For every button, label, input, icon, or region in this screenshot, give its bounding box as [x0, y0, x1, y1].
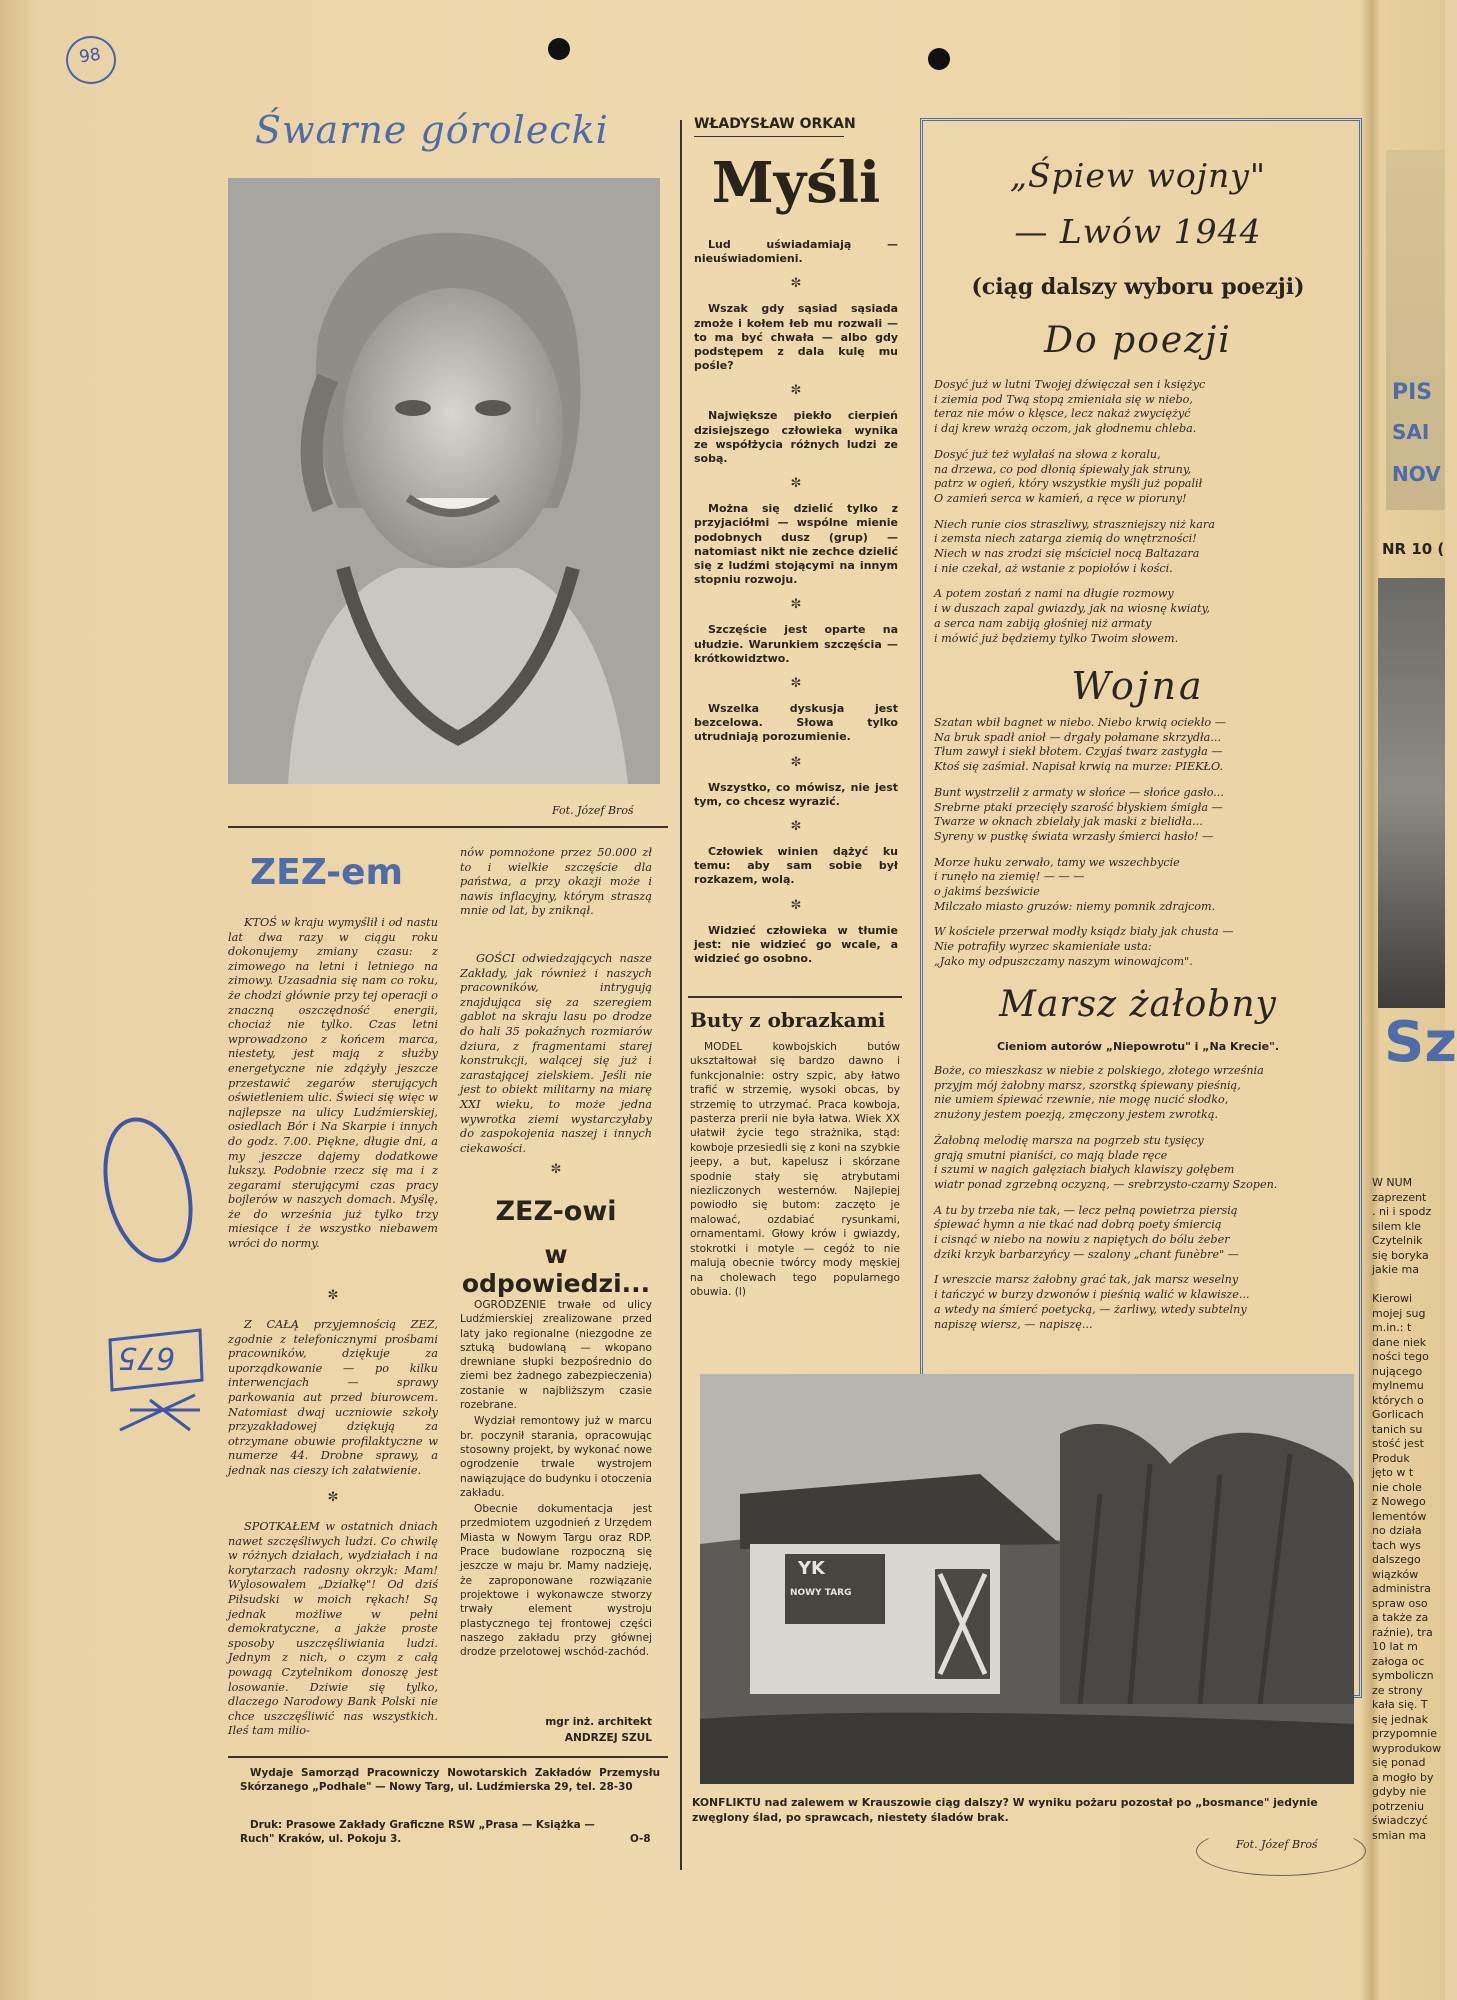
zez-reply-title-2: w odpowiedzi...	[461, 1240, 651, 1298]
marsz-title: Marsz żałobny	[999, 984, 1277, 1025]
mysli-item: Widzieć człowieka w tłumie jest: nie widzieć go wcale, a widzieć go osobno.	[694, 923, 898, 966]
marsz-dedication: Cieniom autorów „Niepowrotu" i „Na Krecie".	[996, 1040, 1280, 1053]
star-separator: ✼	[790, 597, 802, 613]
mysli-list	[694, 238, 898, 966]
poem-stanza: I wreszcie marsz żałobny grać tak, jak marsz weselny i tańczyć w burzy dzwonów i pieśnią walić w klawisze... a wtedy na śmierć poetycką, — żarliwy, wtedy subtelny napiszę wiersz, — napiszę...	[934, 1273, 1250, 1331]
next-page-big-letters: Sz	[1384, 1010, 1457, 1075]
star-separator: ✼	[790, 276, 802, 292]
zez-reply-text	[460, 1298, 652, 1659]
pencil-arc-mark	[1196, 1826, 1366, 1876]
next-page-word: NOV	[1392, 462, 1441, 486]
zez-title: ZEZ-em	[250, 852, 404, 893]
buty-text: MODEL kowbojskich butów ukształtował się bardzo dawno i funkcjonalnie: ostry szpic, aby łatwo trafić w strzemię, wysoki obcas, by strzemię to utrzymać. Praca kowboja, pasterza prerii nie była łatwa. Wiek XX ułatwił życie tego strażnika, stąd: kowboje przesiedli się z koni na szybkie jeepy, a but, kapelusz i skórzane spodnie stały się atrybutami niezliczonych westernów. Najlepiej powiodło się butom: zaczęto je malować, ozdabiać rysunkami, ornamentami. Głowy krów i gwiazdy, stokrotki i motyle — cegóż to nie malują obecnie twórcy mody męskiej na cholewach tego popularnego obuwia. (l)	[690, 1041, 900, 1298]
portrait-illustration	[228, 178, 660, 784]
pen-scribble-mark	[90, 1110, 210, 1440]
poem-stanza: A tu by trzeba nie tak, — lecz pełną powietrza piersią śpiewać hymn a nie tkać nad dobrą poety śmiercią i cisnąć w niebo na nowiu z napiętych do bólu żeber dziki krzyk barbarzyńcy — szalony „chant funèbre" —	[934, 1203, 1239, 1261]
do-poezji-title: Do poezji	[1044, 320, 1232, 361]
star-separator: ✼	[790, 754, 802, 770]
next-page-text: W NUM zaprezent . ni i spodz silem kle Czytelnik się boryka jakie ma Kierowi mojej sug m.in.: t dane niek ności tego nującego mylnemu których o Gorlicach tanich su stość jest Produk jęto w t nie chole z Nowego lementów no działa tach wys dalszego wiązków administra spraw oso a także za raźnie), tra 10 lat m załoga oc symboliczn ze strony kała się. T się jednak przypomnie wyprodukow się ponad a mogło by gdyby nie potrzeniu świadczyć smian ma	[1372, 1176, 1442, 1842]
zez-reply-p2: Wydział remontowy już w marcu br. poczynił starania, opracowując stosowny projekt, by wykonać nowe ogrodzenie trwale wystrojem nawiązujące do budynku i otoczenia zakładu.	[460, 1415, 652, 1499]
next-page-masthead-art	[1386, 150, 1445, 510]
zez-reply-title-1: ZEZ-owi	[495, 1196, 617, 1227]
imprint-code: O-8	[630, 1833, 651, 1845]
poem-stanza: W kościele przerwał modły ksiądz biały jak chusta — Nie potrafiły wyrzec skamieniałe usta: „Jako my odpuszczamy naszym winowajcom".	[934, 925, 1234, 968]
mysli-item: Szczęście jest oparte na ułudzie. Warunkiem szczęścia — krótkowidztwo.	[694, 623, 898, 665]
inventory-mark: 675	[118, 1340, 176, 1375]
do-poezji-poem	[934, 378, 1352, 657]
marsz-poem	[934, 1064, 1352, 1343]
zez-reply-p3: Obecnie dokumentacja jest przedmiotem uzgodnień z Urzędem Miasta w Nowym Targu oraz RDP. Prace budowlane rozpoczną się jeszcze w maju br. Mamy nadzieję, że zaproponowane rozwiązanie projektowe i wykonawcze stworzy trwały element wystroju plastycznego tej frontowej części naszego zakładu przy głównej drodze przelotowej wschód-zachód.	[460, 1503, 652, 1659]
divider	[688, 996, 902, 998]
zez-reply-signature-role: mgr inż. architekt	[545, 1716, 652, 1728]
star-separator: ✼	[550, 1162, 562, 1177]
star-separator: ✼	[790, 897, 802, 913]
page-number: 98	[77, 44, 103, 68]
mysli-item: Wszak gdy sąsiad sąsiada zmoże i kołem łeb mu rozwali — to ma być chwała — albo gdy podstępem z dala kulę mu pośle?	[694, 302, 898, 373]
next-page-word: SAI	[1392, 420, 1430, 444]
divider	[228, 826, 668, 828]
star-separator: ✼	[790, 819, 802, 835]
star-separator: ✼	[327, 1288, 339, 1303]
divider	[694, 136, 844, 137]
star-separator: ✼	[790, 476, 802, 492]
next-page-word: PIS	[1392, 380, 1433, 405]
burned-hut-photo	[700, 1374, 1354, 1784]
portrait-photo	[228, 178, 660, 784]
poem-stanza: Żałobną melodię marsza na pogrzeb stu tysięcy grają smutni pianiści, co mają blade ręce i szumi w nagich gałęziach białych klawiszy gołębem wiatr ponad zgrzebną oczyzną, — srebrzysto-czarny Szopen.	[934, 1133, 1278, 1191]
zez-col2-p1: nów pomnożone przez 50.000 zł to i wielkie szczęście dla państwa, a przy okazji może i nawis inflacyjny, którym straszą mnie od lat, by zniknął.	[460, 846, 652, 918]
poetry-title-1: „Śpiew wojny"	[1009, 156, 1267, 195]
buty-title: Buty z obrazkami	[690, 1008, 886, 1032]
binding-hole	[548, 38, 570, 60]
hut-sign-text: YK	[798, 1558, 825, 1579]
zez-col1-p1: KTOŚ w kraju wymyślił i od nastu lat dwa razy w ciągu roku dokonujemy zmiany czasu: z zimowego na letni i letniego na zimowy. Uzasadnia się nam co roku, że chodzi głównie przy tej operacji o znaczną oszczędność energii, chociaż nie tylko. Czas letni wprowadzono z końcem marca, niestety, jest mają z służby energetyczne nie zdążyły jeszcze przestawić zegarów sterujących oświetleniem ulic. Świeci się więc w najlepsze na ulicy Ludźmierskiej, osiedlach Bór i Na Skarpie i innych do godz. 7.00. Piękne, długie dni, a my jeszcze dajemy dodatkowe lukszy. Podobnie rzecz się ma i z zegarami sterującymi czas pracy bojlerów w naszych domach. Myślę, że do września już tylko trzy miesiące i że wszystko niebawem wróci do normy.	[228, 916, 438, 1251]
next-page-photo	[1378, 578, 1445, 1008]
zez-col1-p3: SPOTKAŁEM w ostatnich dniach nawet szczęśliwych ludzi. Co chwilę w różnych działach, wydziałach i na korytarzach radosny okrzyk: Mam! Wylosowałem „Działkę"! Od dziś Piłsudski w moich rękach! Są jednak możliwe w pełni demokratyczne, a jakże proste sposoby uszczęśliwiania ludzi. Jednym z nich, o czym z całą powagą Czytelnikom donoszę jest losowanie. Dziwie się tylko, dlaczego Narodowy Bank Polski nie chce uszczęśliwić nas wszystkich. Ileś tam milio-	[228, 1520, 438, 1738]
column-rule	[680, 120, 682, 1870]
middle-title: Myśli	[711, 150, 881, 216]
poetry-subtitle: (ciąg dalszy wyboru poezji)	[971, 274, 1305, 300]
bottom-photo-credit: Fot. Józef Broś	[1236, 1838, 1318, 1851]
left-article-title: Śwarne górolecki	[255, 108, 609, 152]
burned-hut-illustration	[700, 1374, 1354, 1784]
poetry-title-2: — Lwów 1944	[1014, 212, 1262, 251]
wojna-poem	[934, 716, 1352, 981]
imprint-printer: Druk: Prasowe Zakłady Graficzne RSW „Prasa — Książka — Ruch" Kraków, ul. Pokoju 3.	[240, 1819, 595, 1846]
star-separator: ✼	[790, 383, 802, 399]
portrait-photo-credit: Fot. Józef Broś	[552, 804, 634, 817]
poem-stanza: Bunt wystrzelił z armaty w słońce — słońce gasło... Srebrne ptaki przecięły szarość błyskiem śmigła — Twarze w oknach zbielały jak maski z bielidła... Syreny w pustkę świata wrzasły śmierci hasło! —	[934, 785, 1224, 843]
mysli-item: Człowiek winien dążyć ku temu: aby sam sobie był rozkazem, wolą.	[694, 845, 898, 887]
mysli-item: Wszystko, co mówisz, nie jest tym, co chcesz wyrazić.	[694, 780, 898, 808]
zez-col2-p2: GOŚCI odwiedzających nasze Zakłady, jak również i naszych pracowników, intrygują znajdująca się za szeregiem gablot na skraju lasu po drodze do hali 35 pokaźnych rozmiarów dziura, z fragmentami starej konstrukcji, walącej się już i zarastającej zielskiem. Jeśli nie jest to obiekt militarny na miarę XXI wieku, to może jedna wywrotka ziemi wystarczyłaby do zaspokojenia naszej i innych ciekawości.	[460, 952, 652, 1155]
bottom-photo-caption: KONFLIKTU nad zalewem w Krauszowie ciąg dalszy? W wyniku pożaru pozostał po „bosmance" jedynie zwęglony ślad, po sprawcach, niestety śladów brak.	[692, 1796, 1318, 1824]
binding-hole	[928, 48, 950, 70]
zez-reply-p1: OGRODZENIE trwałe od ulicy Ludźmierskiej zrealizowane przed laty jako regionalne (niezgodne ze sztuką budowlaną — wkopano drewniane słupki bezpośrednio do ziemi bez żadnego zabezpieczenia) zostanie w najbliższym czasie rozebrane.	[460, 1299, 652, 1412]
divider	[228, 1756, 668, 1758]
imprint-publisher: Wydaje Samorząd Pracowniczy Nowotarskich Zakładów Przemysłu Skórzanego „Podhale" — Nowy Targ, ul. Ludźmierska 29, tel. 28-30	[240, 1767, 660, 1794]
mysli-item: Wszelka dyskusja jest bezcelowa. Słowa tylko utrudniają porozumienie.	[694, 702, 898, 744]
poem-stanza: Szatan wbił bagnet w niebo. Niebo krwią ociekło — Na bruk spadł anioł — drgały połamane skrzydła... Tłum zawył i siekł błotem. Czyjaś twarz zastygła — Ktoś się zaśmiał. Napisał krwią na murze: PIEKŁO.	[934, 716, 1226, 774]
poem-stanza: Dosyć już też wylałaś na słowa z koralu, na drzewa, co pod dłonią śpiewały jak struny, patrz w ogień, który wszystkie myśli już popalił O zamień serca w kamień, a ręce w pioruny!	[934, 447, 1203, 505]
star-separator: ✼	[327, 1490, 339, 1505]
mysli-item: Lud uświadamiają — nieuświadomieni.	[694, 238, 898, 266]
star-separator: ✼	[790, 676, 802, 692]
hut-sign-text-town: NOWY TARG	[790, 1588, 852, 1598]
mysli-item: Można się dzielić tylko z przyjaciółmi — wspólne mienie podobnych dusz (grup) — natomiast nikt nie zechce dzielić się z ludźmi stojącymi na innym stopniu rozwoju.	[694, 502, 898, 587]
poem-stanza: Niech runie cios straszliwy, straszniejszy niż kara i zemsta niech zatarga ziemią do wnętrzności! Niech w nas zrodzi się mściciel nocą Baltazara i nie czekał, aż wstanie z popiołów i kości.	[934, 517, 1215, 575]
middle-author: WŁADYSŁAW ORKAN	[694, 116, 856, 132]
next-page-issue: NR 10 (	[1382, 540, 1445, 558]
poem-stanza: Boże, co mieszkasz w niebie z polskiego, złotego września przyjm mój żałobny marsz, szorstką śpiewany pieśnią, nie umiem śpiewać rzewnie, nie mogę nucić słodko, znużony jestem poezją, zmęczony jestem zwrotką.	[934, 1064, 1264, 1122]
wojna-title: Wojna	[1071, 664, 1205, 708]
mysli-item: Największe piekło cierpień dzisiejszego człowieka wynika ze współżycia różnych ludzi ze sobą.	[694, 409, 898, 466]
poem-stanza: Morze huku zerwało, tamy we wszechbycie i runęło na ziemię! — — — o jakimś bezświcie Milczało miasto gruzów: niemy pomnik zdrajcom.	[934, 855, 1216, 913]
zez-col1-p2: Z CAŁĄ przyjemnością ZEZ, zgodnie z telefonicznymi prośbami pracowników, dziękuje za uporządkowanie — po kilku interwencjach — sprawy parkowania aut przed biurowcem. Natomiast dwaj uczniowie szkoły przyzakładowej dziękują za otrzymane obuwie profilaktyczne w numerze 44. Drobne sprawy, a jednak nas cieszy ich załatwienie.	[228, 1318, 438, 1477]
poem-stanza: A potem zostań z nami na długie rozmowy i w duszach zapal gwiazdy, jak na wiosnę kwiaty, a serca nam zabiją głośniej niż armaty i mówić już będziemy tylko Twoim słowem.	[934, 587, 1210, 645]
zez-reply-signature-name: ANDRZEJ SZUL	[564, 1732, 652, 1744]
poem-stanza: Dosyć już w lutni Twojej dźwięczał sen i księżyc i ziemia pod Twą stopą zmieniała się w niebo, teraz nie mów o klęsce, lecz nakaż zwyciężyć i daj krew wrażą oczom, jak głodnemu chleba.	[934, 378, 1206, 436]
